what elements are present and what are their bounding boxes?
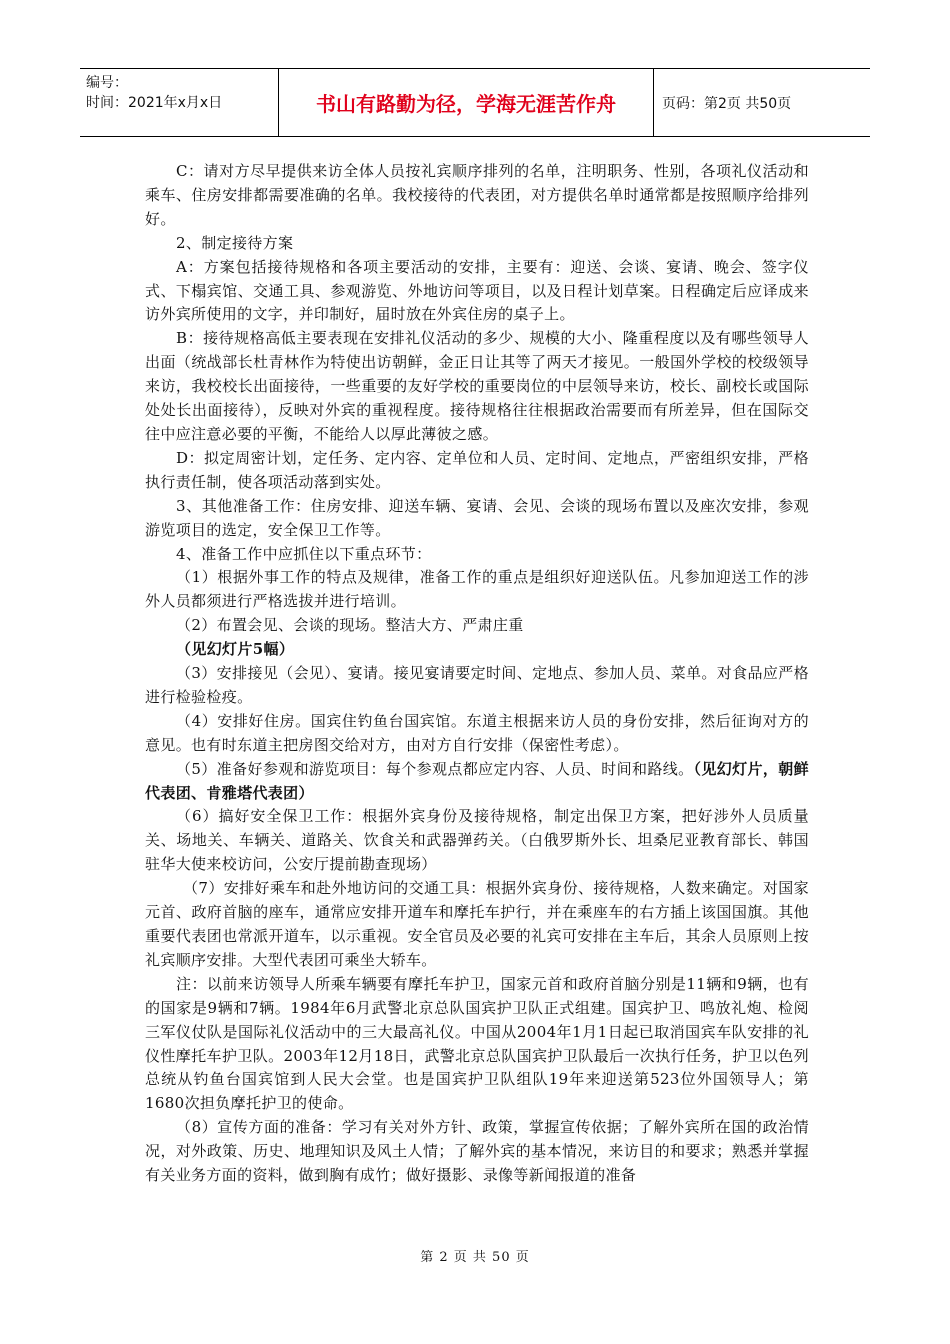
paragraph: 3、其他准备工作：住房安排、迎送车辆、宴请、会见、会谈的现场布置以及座次安排，参观游览项目的选定，安全保卫工作等。 (145, 496, 809, 539)
paragraph (145, 758, 809, 806)
paragraph: （4）安排好住房。国宾住钓鱼台国宾馆。东道主根据来访人员的身份安排，然后征询对方的意见。也有时东道主把房图交给对方，由对方自行安排（保密性考虑）。 (145, 711, 809, 754)
paragraph: （3）安排接见（会见）、宴请。接见宴请要定时间、定地点、参加人员、菜单。对食品应严格进行检验检疫。 (145, 664, 809, 706)
paragraph: （6）搞好安全保卫工作：根据外宾身份及接待规格，制定出保卫方案，把好涉外人员质量关、场地关、车辆关、道路关、饮食关和武器弹药关。（白俄罗斯外长、坦桑尼亚教育部长、韩国驻华大使来校访问，公安厅提前勘查现场） (145, 807, 809, 874)
section-heading: 2、制定接待方案 (176, 233, 294, 252)
paragraph: D：拟定周密计划，定任务、定内容、定单位和人员、定时间、定地点，严密组织安排，严格执行责任制，使各项活动落到实处。 (145, 448, 809, 491)
header-page-label: 页码：第2页 共50页 (662, 95, 792, 112)
document-number-label: 编号： (86, 75, 128, 91)
paragraph: B：接待规格高低主要表现在安排礼仪活动的多少、规模的大小、隆重程度以及有哪些领导人出面（统战部长杜青林作为特使出访朝鲜，金正日让其等了两天才接见。一般国外学校的校级领导来访，我校校长出面接待，一些重要的友好学校的重要岗位的中层领导来访，校长、副校长或国际处处长出面接待），反映对外宾的重视程度。接待规格往往根据政治需要而有所差异，但在国际交往中应注意必要的平衡，不能给人以厚此薄彼之感。 (145, 329, 809, 443)
document-date-label: 时间：2021年x月x日 (86, 95, 223, 111)
paragraph: （7）安排好乘车和赴外地访问的交通工具：根据外宾身份、接待规格，人数来确定。对国家元首、政府首脑的座车，通常应安排开道车和摩托车护行，并在乘座车的右方插上该国国旗。其他重要代表团也常派开道车，以示重视。安全官员及必要的礼宾可安排在主车后，其余人员原则上按礼宾顺序安排。大型代表团可乘坐大轿车。 (145, 879, 809, 969)
slide-note: （见幻灯片5幅） (176, 640, 295, 659)
note-paragraph: 注：以前来访领导人所乘车辆要有摩托车护卫，国家元首和政府首脑分别是11辆和9辆，也有的国家是9辆和7辆。1984年6月武警北京总队国宾护卫队正式组建。国宾护卫、鸣放礼炮、检阅三军仪仗队是国际礼仪活动中的三大最高礼仪。中国从2004年1月1日起已取消国宾车队安排的礼仪性摩托车护卫队。2003年12月18日，武警北京总队国宾护卫队最后一次执行任务，护卫以色列总统从钓鱼台国宾馆到人民大会堂。也是国宾护卫队组队19年来迎送第523位外国领导人；第1680次担负摩托护卫的使命。 (145, 974, 809, 1113)
paragraph-text: （5）准备好参观和游览项目：每个参观点都应定内容、人员、时间和路线。 (176, 759, 694, 778)
paragraph: C：请对方尽早提供来访全体人员按礼宾顺序排列的名单，注明职务、性别，各项礼仪活动和乘车、住房安排都需要准确的名单。我校接待的代表团，对方提供名单时通常都是按照顺序给排列好。 (145, 162, 809, 228)
paragraph: （2）布置会见、会谈的现场。整洁大方、严肃庄重 (176, 616, 524, 635)
header-meta (80, 69, 279, 136)
document-body (145, 160, 809, 1188)
page-footer: 第 2 页 共 50 页 (420, 1250, 530, 1265)
paragraph: （1）根据外事工作的特点及规律，准备工作的重点是组织好迎送队伍。凡参加迎送工作的涉外人员都须进行严格选拔并进行培训。 (145, 568, 809, 611)
paragraph: （8）宣传方面的准备：学习有关对外方针、政策，掌握宣传依据；了解外宾所在国的政治情况，对外政策、历史、地理知识及风土人情；了解外宾的基本情况，来访目的和要求；熟悉并掌握有关业务方面的资料，做到胸有成竹；做好摄影、录像等新闻报道的准备 (145, 1118, 809, 1185)
slide-note: （见幻灯片，朝鲜代表团、肯雅塔代表团） (145, 759, 809, 802)
section-heading: 4、准备工作中应抓住以下重点环节： (176, 544, 432, 563)
page-header (80, 68, 870, 137)
paragraph: A：方案包括接待规格和各项主要活动的安排，主要有：迎送、会谈、宴请、晚会、签字仪式、下榻宾馆、交通工具、参观游览、外地访问等项目，以及日程计划草案。日程确定后应译成来访外宾所使用的文字，并印制好，届时放在外宾住房的桌子上。 (145, 257, 809, 324)
header-motto: 书山有路勤为径，学海无涯苦作舟 (279, 69, 654, 136)
